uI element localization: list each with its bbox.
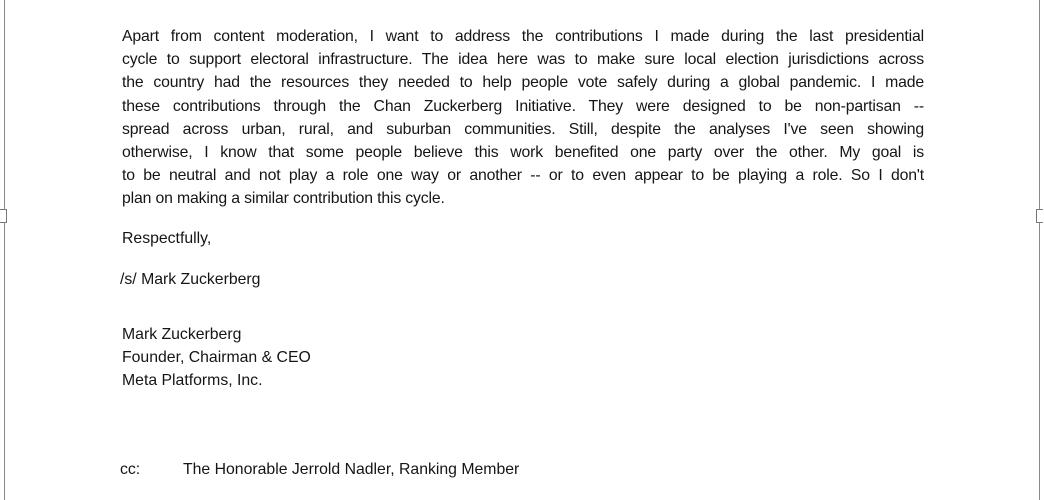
paragraph-line: the country had the resources they needed to help people vote safely during a global pandemic. I made — [122, 74, 924, 92]
page-right-edge — [1039, 0, 1040, 500]
paragraph-line: these contributions through the Chan Zuckerberg Initiative. They were designed to be non-partisan -- — [122, 97, 924, 115]
cc-label: cc: — [120, 461, 141, 478]
signature-line: /s/ Mark Zuckerberg — [120, 271, 261, 288]
closing-salutation: Respectfully, — [122, 230, 212, 247]
cc-recipient: The Honorable Jerrold Nadler, Ranking Member — [183, 461, 520, 478]
page-left-edge — [4, 0, 5, 500]
paragraph-line: plan on making a similar contribution this cycle. — [122, 190, 445, 208]
signer-title: Founder, Chairman & CEO — [122, 349, 311, 367]
cc-line — [120, 461, 519, 479]
letter-paragraph — [122, 25, 924, 211]
signer-company: Meta Platforms, Inc. — [122, 372, 263, 390]
paragraph-line: to be neutral and not play a role one way or another -- or to even appear to be playing a role. So I don't — [122, 167, 924, 185]
signer-name: Mark Zuckerberg — [122, 326, 242, 343]
right-margin-marker — [1036, 209, 1043, 223]
left-margin-marker — [0, 209, 7, 223]
paragraph-line: otherwise, I know that some people believe this work benefited one party over the other. My goal is — [122, 144, 924, 162]
paragraph-line: Apart from content moderation, I want to address the contributions I made during the last presidential — [122, 28, 924, 45]
paragraph-line: cycle to support electoral infrastructure. The idea here was to make sure local election jurisdictions across — [122, 51, 924, 69]
signer-block — [122, 323, 311, 393]
paragraph-line: spread across urban, rural, and suburban communities. Still, despite the analyses I've seen showing — [122, 120, 924, 138]
